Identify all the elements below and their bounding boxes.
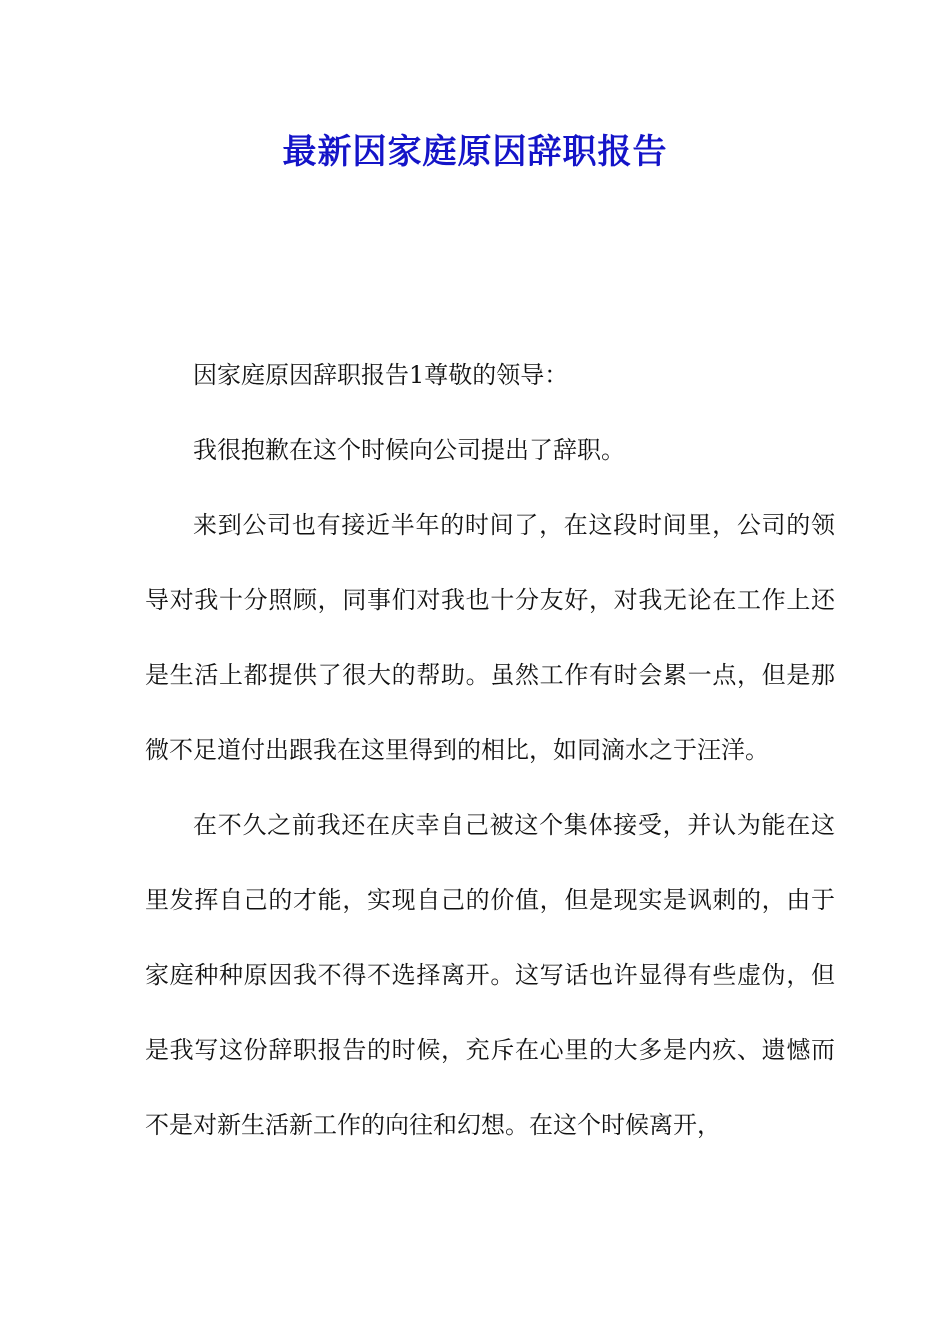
paragraph-reason: 在不久之前我还在庆幸自己被这个集体接受，并认为能在这里发挥自己的才能，实现自己的价值，但是现实是讽刺的，由于家庭种种原因我不得不选择离开。这写话也许显得有些虚伪，但是我写这份辞职报告的时候，充斥在心里的大多是内疚、遗憾而不是对新生活新工作的向往和幻想。在这个时候离开， [145, 811, 835, 1139]
paragraph-gratitude: 来到公司也有接近半年的时间了，在这段时间里，公司的领导对我十分照顾，同事们对我也十分友好，对我无论在工作上还是生活上都提供了很大的帮助。虽然工作有时会累一点，但是那微不足道付出跟我在这里得到的相比，如同滴水之于汪洋。 [145, 511, 835, 764]
paragraph-salutation: 因家庭原因辞职报告1尊敬的领导： [193, 361, 569, 389]
document-body [145, 338, 835, 1163]
paragraph-apology: 我很抱歉在这个时候向公司提出了辞职。 [193, 436, 625, 464]
document-title: 最新因家庭原因辞职报告 [282, 132, 668, 172]
